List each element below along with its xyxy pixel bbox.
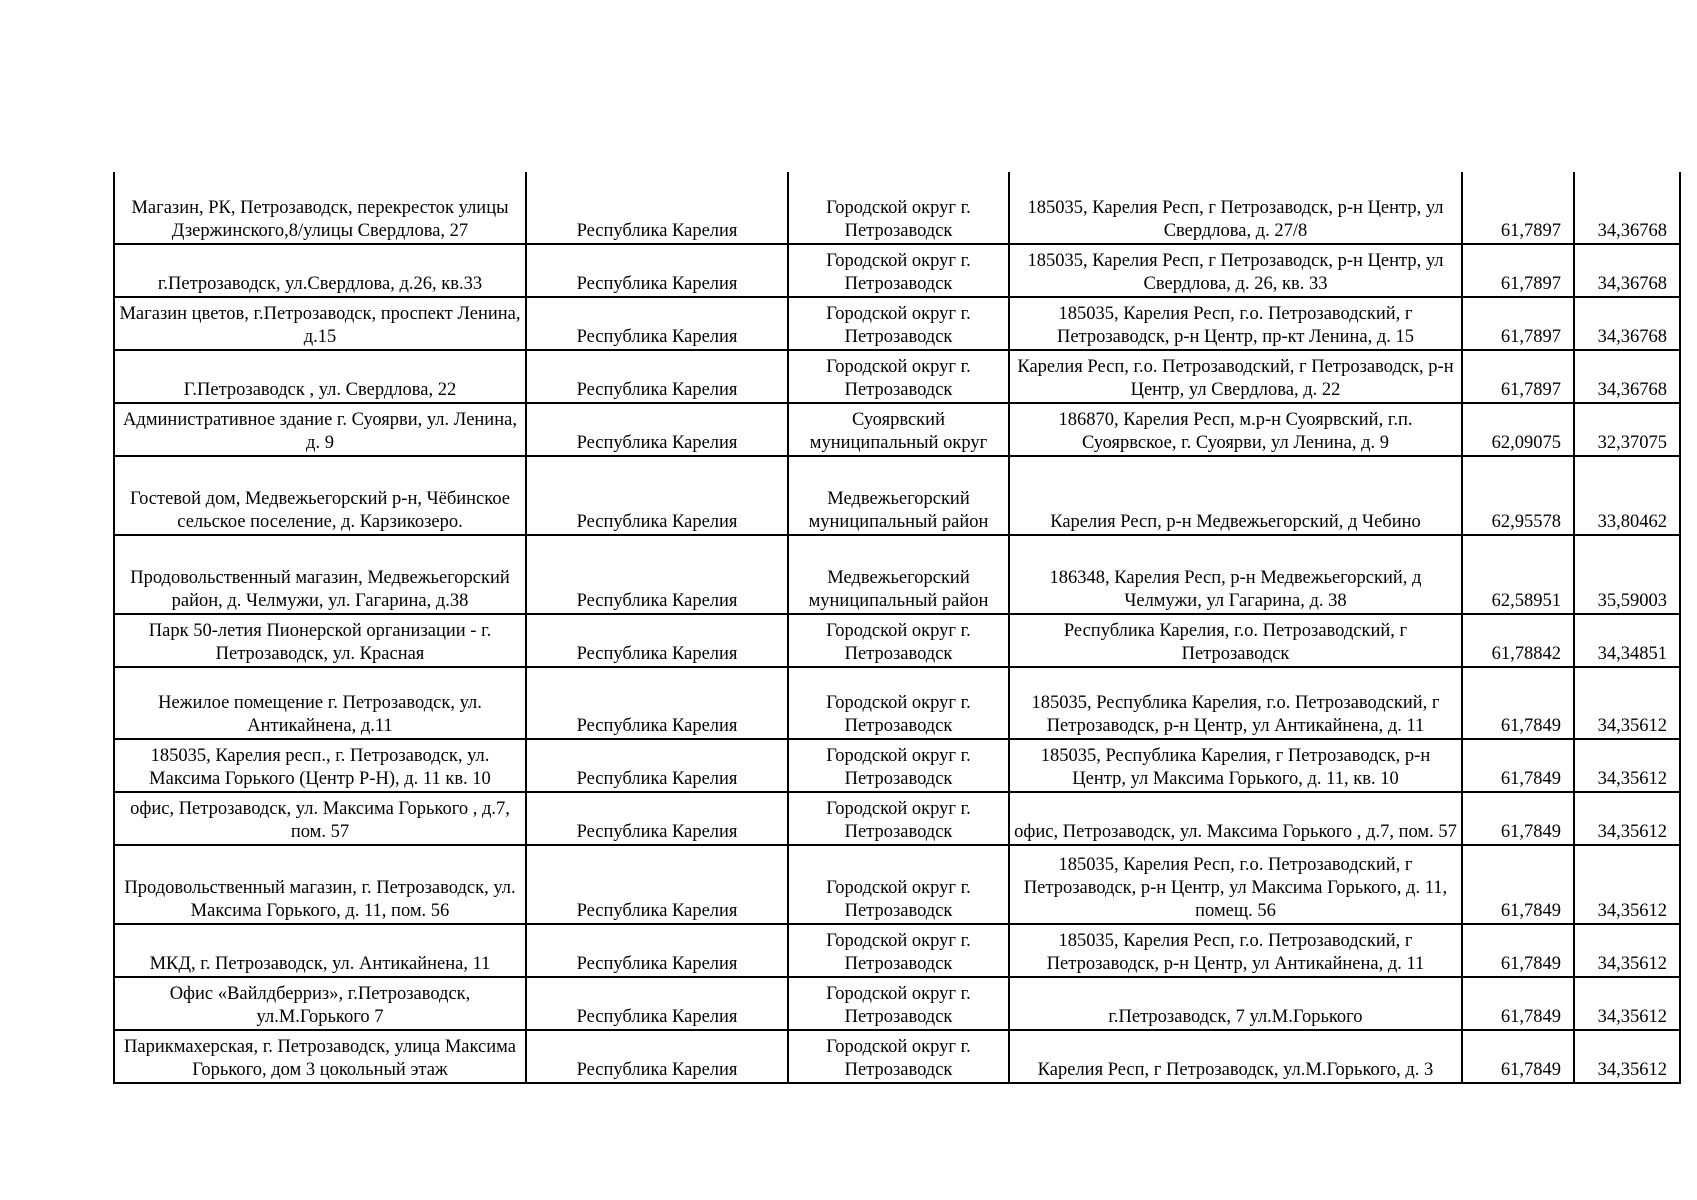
latitude-cell: 61,7849 xyxy=(1462,667,1574,739)
address-cell: 185035, Республика Карелия, г.о. Петрозаводский, г Петрозаводск, р-н Центр, ул Антикайнена, д. 11 xyxy=(1009,667,1462,739)
object-name-cell: Продовольственный магазин, г. Петрозаводск, ул. Максима Горького, д. 11, пом. 56 xyxy=(114,845,526,924)
region-cell: Республика Карелия xyxy=(526,667,788,739)
object-name-cell: Парикмахерская, г. Петрозаводск, улица Максима Горького, дом 3 цокольный этаж xyxy=(114,1030,526,1083)
object-name-cell: Офис «Вайлдберриз», г.Петрозаводск, ул.М.Горького 7 xyxy=(114,977,526,1030)
latitude-cell: 61,7849 xyxy=(1462,845,1574,924)
longitude-cell: 34,36768 xyxy=(1574,297,1680,350)
municipality-cell: Городской округ г. Петрозаводск xyxy=(788,1030,1009,1083)
table-row xyxy=(114,977,1680,1030)
address-cell: 185035, Карелия Респ, г Петрозаводск, р-н Центр, ул Свердлова, д. 27/8 xyxy=(1009,172,1462,244)
object-name-cell: Гостевой дом, Медвежьегорский р-н, Чёбинское сельское поселение, д. Карзикозеро. xyxy=(114,456,526,535)
object-name-cell: Магазин цветов, г.Петрозаводск, проспект Ленина, д.15 xyxy=(114,297,526,350)
address-cell: офис, Петрозаводск, ул. Максима Горького , д.7, пом. 57 xyxy=(1009,792,1462,845)
latitude-cell: 61,7897 xyxy=(1462,172,1574,244)
longitude-cell: 34,35612 xyxy=(1574,924,1680,977)
address-cell: Карелия Респ, г.о. Петрозаводский, г Петрозаводск, р-н Центр, ул Свердлова, д. 22 xyxy=(1009,350,1462,403)
address-cell: Карелия Респ, р-н Медвежьегорский, д Чебино xyxy=(1009,456,1462,535)
table-row xyxy=(114,456,1680,535)
longitude-cell: 34,35612 xyxy=(1574,1030,1680,1083)
address-cell: 186348, Карелия Респ, р-н Медвежьегорский, д Челмужи, ул Гагарина, д. 38 xyxy=(1009,535,1462,614)
latitude-cell: 61,78842 xyxy=(1462,614,1574,667)
longitude-cell: 34,36768 xyxy=(1574,172,1680,244)
table-row xyxy=(114,614,1680,667)
longitude-cell: 34,35612 xyxy=(1574,792,1680,845)
region-cell: Республика Карелия xyxy=(526,535,788,614)
address-cell: 185035, Карелия Респ, г.о. Петрозаводский, г Петрозаводск, р-н Центр, ул Антикайнена, д. 11 xyxy=(1009,924,1462,977)
region-cell: Республика Карелия xyxy=(526,1030,788,1083)
region-cell: Республика Карелия xyxy=(526,350,788,403)
longitude-cell: 34,35612 xyxy=(1574,667,1680,739)
object-name-cell: 185035, Карелия респ., г. Петрозаводск, ул. Максима Горького (Центр Р-Н), д. 11 кв. 10 xyxy=(114,739,526,792)
latitude-cell: 61,7849 xyxy=(1462,792,1574,845)
municipality-cell: Городской округ г. Петрозаводск xyxy=(788,350,1009,403)
municipality-cell: Городской округ г. Петрозаводск xyxy=(788,244,1009,297)
address-cell: г.Петрозаводск, 7 ул.М.Горького xyxy=(1009,977,1462,1030)
object-name-cell: Парк 50-летия Пионерской организации - г. Петрозаводск, ул. Красная xyxy=(114,614,526,667)
address-cell: 186870, Карелия Респ, м.р-н Суоярвский, г.п. Суоярвское, г. Суоярви, ул Ленина, д. 9 xyxy=(1009,403,1462,456)
table-row xyxy=(114,350,1680,403)
table-row xyxy=(114,739,1680,792)
object-name-cell: Нежилое помещение г. Петрозаводск, ул. Антикайнена, д.11 xyxy=(114,667,526,739)
address-cell: 185035, Республика Карелия, г Петрозаводск, р-н Центр, ул Максима Горького, д. 11, кв. 10 xyxy=(1009,739,1462,792)
latitude-cell: 62,58951 xyxy=(1462,535,1574,614)
region-cell: Республика Карелия xyxy=(526,924,788,977)
table-row xyxy=(114,667,1680,739)
latitude-cell: 61,7849 xyxy=(1462,924,1574,977)
municipality-cell: Городской округ г. Петрозаводск xyxy=(788,614,1009,667)
municipality-cell: Городской округ г. Петрозаводск xyxy=(788,739,1009,792)
table-row xyxy=(114,792,1680,845)
object-name-cell: г.Петрозаводск, ул.Свердлова, д.26, кв.33 xyxy=(114,244,526,297)
latitude-cell: 62,09075 xyxy=(1462,403,1574,456)
region-cell: Республика Карелия xyxy=(526,172,788,244)
table-row xyxy=(114,172,1680,244)
table-row xyxy=(114,297,1680,350)
latitude-cell: 61,7897 xyxy=(1462,350,1574,403)
address-cell: Республика Карелия, г.о. Петрозаводский, г Петрозаводск xyxy=(1009,614,1462,667)
longitude-cell: 34,36768 xyxy=(1574,350,1680,403)
municipality-cell: Городской округ г. Петрозаводск xyxy=(788,977,1009,1030)
object-name-cell: Продовольственный магазин, Медвежьегорский район, д. Челмужи, ул. Гагарина, д.38 xyxy=(114,535,526,614)
longitude-cell: 34,35612 xyxy=(1574,739,1680,792)
region-cell: Республика Карелия xyxy=(526,244,788,297)
region-cell: Республика Карелия xyxy=(526,297,788,350)
object-name-cell: офис, Петрозаводск, ул. Максима Горького , д.7, пом. 57 xyxy=(114,792,526,845)
longitude-cell: 32,37075 xyxy=(1574,403,1680,456)
region-cell: Республика Карелия xyxy=(526,845,788,924)
latitude-cell: 61,7849 xyxy=(1462,1030,1574,1083)
region-cell: Республика Карелия xyxy=(526,977,788,1030)
table-row xyxy=(114,403,1680,456)
longitude-cell: 34,34851 xyxy=(1574,614,1680,667)
table-row xyxy=(114,845,1680,924)
longitude-cell: 35,59003 xyxy=(1574,535,1680,614)
longitude-cell: 34,35612 xyxy=(1574,977,1680,1030)
object-name-cell: МКД, г. Петрозаводск, ул. Антикайнена, 11 xyxy=(114,924,526,977)
object-name-cell: Административное здание г. Суоярви, ул. Ленина, д. 9 xyxy=(114,403,526,456)
municipality-cell: Медвежьегорский муниципальный район xyxy=(788,456,1009,535)
address-cell: 185035, Карелия Респ, г.о. Петрозаводский, г Петрозаводск, р-н Центр, пр-кт Ленина, д. 15 xyxy=(1009,297,1462,350)
address-cell: Карелия Респ, г Петрозаводск, ул.М.Горького, д. 3 xyxy=(1009,1030,1462,1083)
object-name-cell: Магазин, РК, Петрозаводск, перекресток улицы Дзержинского,8/улицы Свердлова, 27 xyxy=(114,172,526,244)
region-cell: Республика Карелия xyxy=(526,403,788,456)
table-row xyxy=(114,244,1680,297)
latitude-cell: 61,7897 xyxy=(1462,244,1574,297)
table-row xyxy=(114,1030,1680,1083)
address-cell: 185035, Карелия Респ, г Петрозаводск, р-н Центр, ул Свердлова, д. 26, кв. 33 xyxy=(1009,244,1462,297)
municipality-cell: Городской округ г. Петрозаводск xyxy=(788,172,1009,244)
registry-table-body xyxy=(114,172,1680,1083)
longitude-cell: 34,36768 xyxy=(1574,244,1680,297)
municipality-cell: Городской округ г. Петрозаводск xyxy=(788,792,1009,845)
object-name-cell: Г.Петрозаводск , ул. Свердлова, 22 xyxy=(114,350,526,403)
region-cell: Республика Карелия xyxy=(526,739,788,792)
region-cell: Республика Карелия xyxy=(526,456,788,535)
address-cell: 185035, Карелия Респ, г.о. Петрозаводский, г Петрозаводск, р-н Центр, ул Максима Горького, д. 11, помещ. 56 xyxy=(1009,845,1462,924)
municipality-cell: Городской округ г. Петрозаводск xyxy=(788,667,1009,739)
latitude-cell: 61,7897 xyxy=(1462,297,1574,350)
region-cell: Республика Карелия xyxy=(526,792,788,845)
region-cell: Республика Карелия xyxy=(526,614,788,667)
latitude-cell: 62,95578 xyxy=(1462,456,1574,535)
municipality-cell: Медвежьегорский муниципальный район xyxy=(788,535,1009,614)
municipality-cell: Городской округ г. Петрозаводск xyxy=(788,924,1009,977)
longitude-cell: 33,80462 xyxy=(1574,456,1680,535)
table-row xyxy=(114,535,1680,614)
latitude-cell: 61,7849 xyxy=(1462,739,1574,792)
municipality-cell: Городской округ г. Петрозаводск xyxy=(788,845,1009,924)
longitude-cell: 34,35612 xyxy=(1574,845,1680,924)
table-row xyxy=(114,924,1680,977)
registry-table xyxy=(113,172,1681,1084)
municipality-cell: Городской округ г. Петрозаводск xyxy=(788,297,1009,350)
municipality-cell: Суоярвский муниципальный округ xyxy=(788,403,1009,456)
latitude-cell: 61,7849 xyxy=(1462,977,1574,1030)
